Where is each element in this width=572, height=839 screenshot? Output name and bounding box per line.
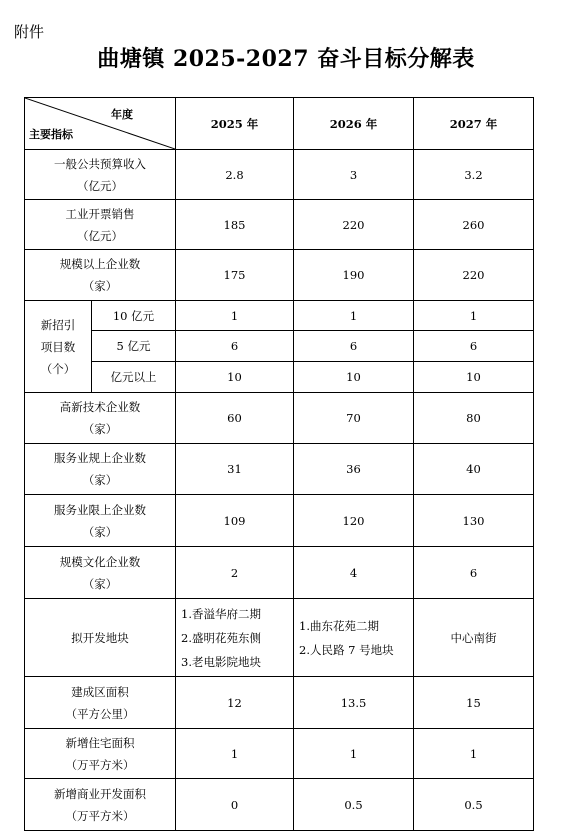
indicator-cell [25,729,176,779]
table-row [25,250,534,301]
recruit-label-line: 新招引 [40,317,76,332]
value-2027: 260 [414,200,534,250]
land-item: 1.曲东花苑二期 [299,618,379,633]
value-2026: 3 [294,150,414,200]
value-2025: 60 [176,393,294,444]
header-year-2026: 2026 年 [294,98,414,150]
table-row [25,779,534,831]
indicator-name: 一般公共预算收入 [54,156,146,171]
table-row [25,393,534,444]
value-2027: 1 [414,301,534,331]
land-list-2025 [176,599,294,677]
indicator-unit: （家） [82,422,118,436]
land-item: 2.盛明花苑东侧 [181,630,261,645]
value-2026: 0.5 [294,779,414,831]
value-2026: 4 [294,547,414,599]
table-row [25,301,534,331]
value-2026: 13.5 [294,677,414,729]
value-2027: 40 [414,444,534,495]
attachment-label: 附件 [14,23,45,41]
table-row [25,547,534,599]
value-2026: 120 [294,495,414,547]
value-2026: 190 [294,250,414,301]
header-row [25,98,534,150]
value-2027: 6 [414,547,534,599]
value-2027: 10 [414,362,534,393]
indicator-name: 规模以上企业数 [59,257,141,271]
value-2026: 220 [294,200,414,250]
value-2025: 185 [176,200,294,250]
indicator-unit: （家） [82,279,118,293]
indicator-unit: （家） [82,524,118,539]
table-row [25,729,534,779]
indicator-unit: （亿元） [77,178,123,193]
table-row [25,362,534,393]
indicator-name: 新增商业开发面积 [54,786,146,801]
indicator-name: 规模文化企业数 [59,554,141,569]
value-2026: 36 [294,444,414,495]
value-2025: 1 [176,729,294,779]
indicator-name: 建成区面积 [71,684,129,699]
indicator-cell [25,250,176,301]
value-2027: 0.5 [414,779,534,831]
value-2027: 80 [414,393,534,444]
value-2025: 6 [176,331,294,362]
indicator-cell [25,393,176,444]
indicator-unit: （万平方米） [65,757,135,772]
goals-table [24,97,534,831]
page-title: 曲塘镇 2025-2027 奋斗目标分解表 [97,46,475,72]
value-2026: 6 [294,331,414,362]
land-list-2026 [294,599,414,677]
header-corner-cell [25,98,176,150]
header-year-2025: 2025 年 [176,98,294,150]
indicator-cell [25,495,176,547]
recruit-sub-label: 5 亿元 [92,331,176,362]
value-2025: 2 [176,547,294,599]
value-2025: 0 [176,779,294,831]
table-row [25,677,534,729]
recruit-label-cell [25,301,92,393]
land-item: 2.人民路 7 号地块 [299,642,394,657]
table-row [25,444,534,495]
indicator-unit: （家） [82,576,118,591]
value-2025: 12 [176,677,294,729]
indicator-name: 服务业规上企业数 [54,451,146,465]
recruit-sub-label: 10 亿元 [92,301,176,331]
indicator-cell [25,444,176,495]
value-2026: 1 [294,301,414,331]
indicator-unit: （万平方米） [65,808,135,823]
value-2027: 3.2 [414,150,534,200]
value-2027: 15 [414,677,534,729]
corner-year-label: 年度 [111,108,133,121]
indicator-unit: （亿元） [77,228,123,243]
value-2027: 1 [414,729,534,779]
indicator-cell [25,547,176,599]
indicator-name: 服务业限上企业数 [54,502,146,517]
table-row [25,495,534,547]
header-year-2027: 2027 年 [414,98,534,150]
table-row [25,200,534,250]
value-2027: 220 [414,250,534,301]
table-row [25,150,534,200]
value-2026: 70 [294,393,414,444]
table-row [25,599,534,677]
value-2026: 1 [294,729,414,779]
value-2026: 10 [294,362,414,393]
indicator-cell [25,150,176,200]
value-2025: 31 [176,444,294,495]
land-item: 1.香溢华府二期 [181,606,261,621]
recruit-label-line: 项目数 [40,339,76,354]
value-2025: 1 [176,301,294,331]
indicator-cell [25,200,176,250]
land-item: 3.老电影院地块 [181,654,261,669]
land-2027: 中心南街 [414,599,534,677]
indicator-cell [25,779,176,831]
indicator-name: 工业开票销售 [65,206,135,221]
indicator-name: 新增住宅面积 [65,735,135,750]
indicator-name: 高新技术企业数 [59,400,141,414]
indicator-unit: （家） [82,473,118,487]
corner-indicator-label: 主要指标 [29,128,73,141]
indicator-cell [25,677,176,729]
value-2027: 6 [414,331,534,362]
recruit-label-line: （个） [40,361,76,376]
recruit-sub-label: 亿元以上 [92,362,176,393]
value-2025: 10 [176,362,294,393]
value-2027: 130 [414,495,534,547]
table-row [25,331,534,362]
value-2025: 175 [176,250,294,301]
indicator-unit: （平方公里） [65,706,135,721]
value-2025: 2.8 [176,150,294,200]
value-2025: 109 [176,495,294,547]
indicator-name: 拟开发地块 [25,599,176,677]
